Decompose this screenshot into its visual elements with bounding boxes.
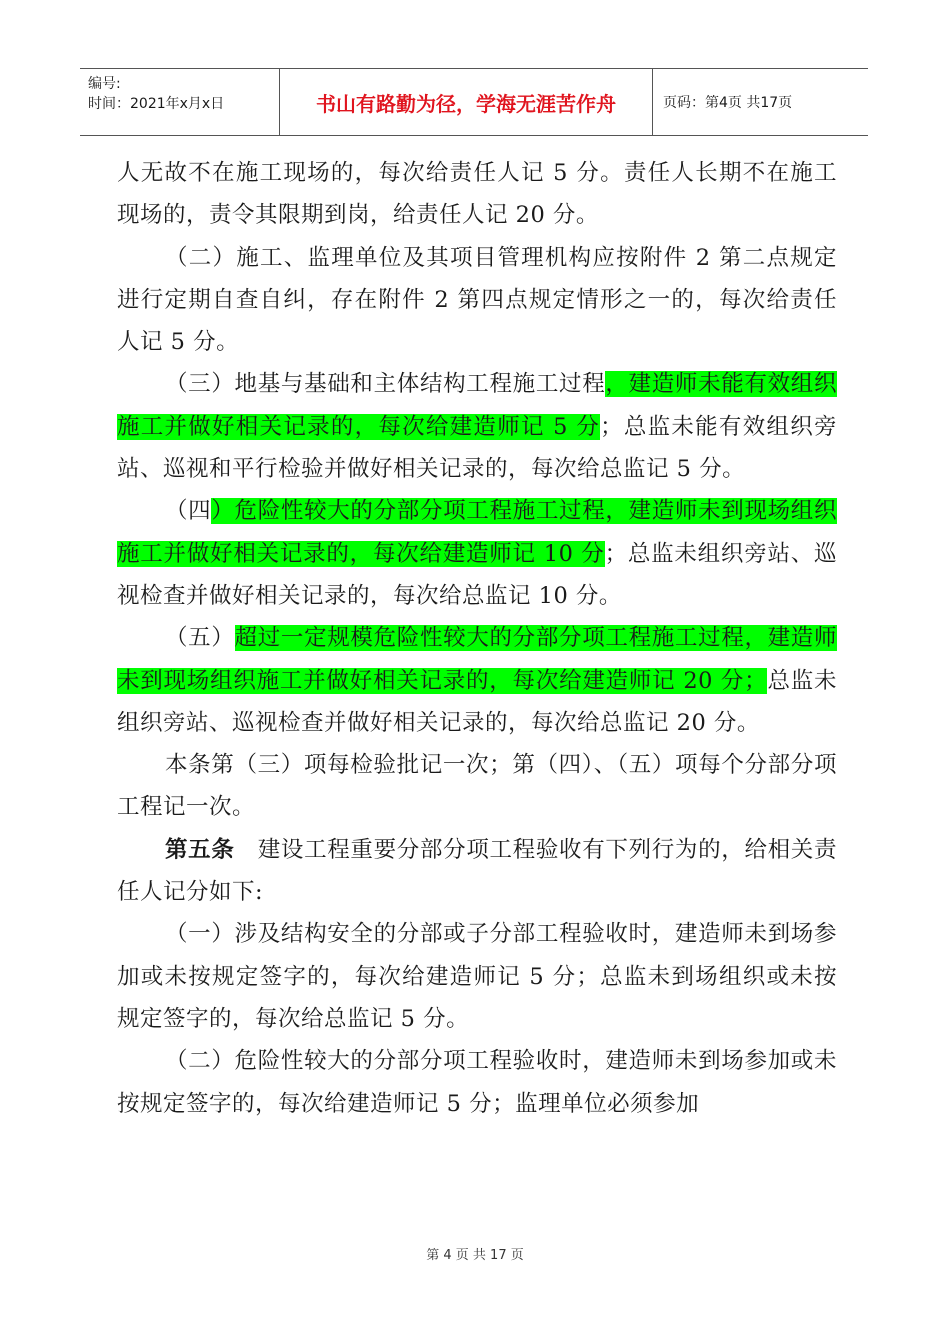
paragraph-3-start: （三）地基与基础和主体结构工程施工过程	[165, 371, 606, 398]
highlighted-text: 超过一定规模危险性较大的分部分项工程施工过程，建造师未到现场组织施工并做好相关记录的，每次给建造师记 20 分；	[117, 625, 837, 694]
paragraph-2: （二）施工、监理单位及其项目管理机构应按附件 2 第二点规定进行定期自查自纠，存在附件 2 第四点规定情形之一的，每次给责任人记 5 分。	[117, 244, 837, 356]
paragraph-9: （二）危险性较大的分部分项工程验收时，建造师未到场参加或未按规定签字的，每次给建造师记 5 分；监理单位必须参加	[117, 1048, 837, 1117]
header-meta	[80, 69, 280, 135]
article-5	[117, 829, 837, 914]
paragraph-4-start: （四	[165, 498, 212, 525]
header-page-label: 页码：第4页 共17页	[663, 95, 793, 111]
highlighted-text: ，建造师未能有效组织施工并做好相关记录的，每次给建造师记 5 分	[117, 371, 837, 440]
paragraph-8: （一）涉及结构安全的分部或子分部工程验收时，建造师未到场参加或未按规定签字的，每次给建造师记 5 分；总监未到场组织或未按规定签字的，每次给总监记 5 分。	[117, 921, 837, 1032]
paragraph-4-end: ；总监未组织旁站、巡视检查并做好相关记录的，每次给总监记 10 分。	[117, 540, 837, 609]
paragraph-5-end: 总监未组织旁站、巡视检查并做好相关记录的，每次给总监记 20 分。	[117, 667, 837, 736]
paragraph-3-end: ；总监未能有效组织旁站、巡视和平行检验并做好相关记录的，每次给总监记 5 分。	[117, 413, 837, 483]
document-body	[117, 152, 837, 1125]
page-footer: 第 4 页 共 17 页	[426, 1248, 524, 1263]
article-title: 第五条	[165, 836, 235, 863]
time-label: 时间：2021年x月x日	[88, 96, 225, 112]
code-label: 编号:	[88, 76, 121, 92]
page-header	[80, 68, 868, 136]
paragraph-5-start: （五）	[165, 625, 235, 652]
highlighted-text: ）危险性较大的分部分项工程施工过程，建造师未到现场组织施工并做好相关记录的，每次给建造师记 10 分	[117, 498, 837, 567]
paragraph-6: 本条第（三）项每检验批记一次；第（四）、（五）项每个分部分项工程记一次。	[117, 752, 837, 821]
paragraph-5	[117, 617, 837, 744]
paragraph-4	[117, 490, 837, 617]
header-motto: 书山有路勤为径，学海无涯苦作舟	[280, 69, 653, 135]
paragraph-3	[117, 363, 837, 490]
article-text: 建设工程重要分部分项工程验收有下列行为的，给相关责任人记分如下:	[117, 836, 837, 906]
paragraph-1: 人无故不在施工现场的，每次给责任人记 5 分。责任人长期不在施工现场的，责令其限期到岗，给责任人记 20 分。	[117, 160, 837, 229]
